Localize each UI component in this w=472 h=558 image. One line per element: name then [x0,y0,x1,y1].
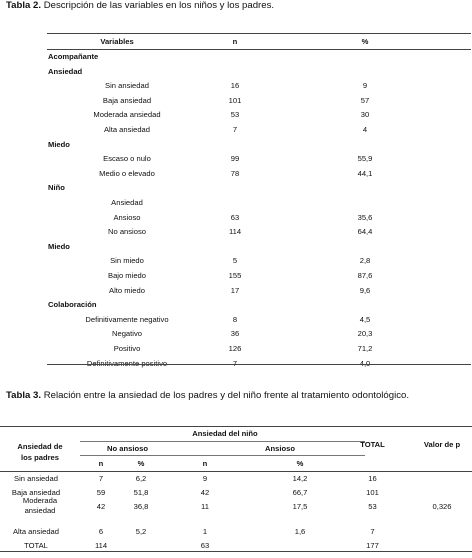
table2-row-label: Definitivamente positivo [86,358,168,368]
table3-row-no-ansioso-pct: 6,2 [135,474,147,483]
table3-row-no-ansioso-n: 6 [98,527,104,536]
table2-row-label: Ansiedad [111,198,143,207]
table3-header-pct1: % [137,459,145,468]
table3-row-no-ansioso-n: 114 [94,541,108,550]
table2-group-label: Colaboración [48,300,97,310]
table3-row-no-ansioso-pct: 5,2 [135,527,147,536]
table3-sub-rule [80,455,365,456]
table3-row-label: TOTAL [24,541,48,550]
table2-group-label: Miedo [48,241,70,251]
table3-row-label: Moderada [22,496,58,505]
table2-row-pct: 30 [360,110,370,120]
table3-p-value: 0,326 [432,502,452,511]
table2-row-label: Sin miedo [110,256,144,266]
table2-row-label: Moderada ansiedad [93,110,161,120]
table3-header-row-line1: Ansiedad de [17,442,63,451]
table2-row-n: 7 [232,358,238,368]
table2-row-label: Sin ansiedad [105,81,149,91]
table3-row-no-ansioso-pct: 51,8 [133,488,149,497]
table2-header-rule [47,49,471,50]
table2-row-n: 126 [228,344,242,353]
table3-group-rule [80,441,365,442]
table3-header-n1: n [98,459,104,468]
table3-row-total: 7 [370,527,375,536]
table3-header-pct2: % [296,459,304,468]
table3-header-row-line2: los padres [21,453,59,462]
table3-row-no-ansioso-n: 42 [96,502,106,511]
table2-row-pct: 64,4 [357,227,373,237]
table2-row-n: 155 [228,271,242,280]
table3-row-total: 101 [366,488,379,497]
table2-row-n: 16 [230,81,240,91]
table3-row-label: Sin ansiedad [14,474,58,483]
table3-row-no-ansioso-n: 59 [96,488,106,497]
table3-header-no-ansioso: No ansioso [107,444,148,453]
table3-top-rule [0,426,472,427]
table2-row-label: Negativo [112,329,142,339]
table2-row-pct: 4,0 [359,358,371,368]
table2-header-variables: Variables [100,37,134,46]
table3-bottom-rule [0,551,472,552]
table2-caption [6,0,274,11]
table2-group-label: Acompañante [48,52,99,61]
table2-row-n: 78 [230,168,240,178]
table3-row-total: 16 [368,474,377,483]
table3-header-rule [0,471,472,472]
table2-row-pct: 44,1 [357,168,373,178]
table3-row-ansioso-pct: 17,5 [292,502,308,511]
table2-row-n: 17 [230,285,240,295]
table2-row-n: 5 [232,256,238,266]
table2-row-label: Alta ansiedad [103,125,151,134]
table2-row-label: Baja ansiedad [102,95,152,105]
table3-caption-text: Relación entre la ansiedad de los padres y del niño frente al tratamiento odontológico. [43,390,410,401]
table3-row-no-ansioso-pct: 36,8 [133,502,149,511]
table2-row-pct: 9,6 [359,285,371,295]
table3-row-ansioso-pct: 14,2 [292,474,308,483]
table2-row-n: 53 [230,110,240,120]
table2-row-pct: 20,3 [357,329,373,339]
table2-bottom-rule [47,364,471,365]
table3-row-total: 53 [368,502,377,511]
table2-row-label: Ansioso [113,212,141,222]
table2-row-pct: 4,5 [359,314,371,324]
table3-row-ansioso-n: 11 [201,502,209,511]
table2-row-label: Alto miedo [109,285,145,295]
table3-row-no-ansioso-n: 7 [98,474,104,483]
table2-group-label: Niño [48,183,65,193]
table2-caption-text: Descripción de las variables en los niños y los padres. [43,0,275,11]
table2-row-n: 101 [228,95,242,105]
table2-row-pct: 2,8 [359,256,371,266]
table2-row-n: 63 [230,212,240,222]
table3-row-total: 177 [366,541,379,550]
table2-row-label: Escaso o nulo [103,154,151,164]
table2-row-pct: 9 [362,81,368,91]
table2-row-pct: 71,2 [357,344,373,353]
table2-row-pct: 57 [360,95,370,105]
table2-row-pct: 55,9 [357,154,373,164]
table3-caption-label: Tabla 3. [6,390,42,401]
table3-row-label-line2: ansiedad [24,506,56,515]
table2-row-label: Bajo miedo [108,271,146,280]
table3-header-n2: n [202,459,208,468]
table2-row-n: 8 [232,314,238,324]
table3-row-ansioso-pct: 1,6 [294,527,306,536]
table3-row-label: Alta ansiedad [12,527,60,536]
table2-header-pct: % [361,37,369,46]
table2-row-n: 36 [230,329,240,339]
table3-caption [6,390,409,401]
table2-row-label: Positivo [113,344,141,353]
table2-header-n: n [232,37,238,46]
table3-row-ansioso-n: 63 [200,541,210,550]
table2-row-pct: 4 [362,125,368,134]
table3-header-group: Ansiedad del niño [192,429,258,438]
table2-row-n: 114 [228,227,242,237]
table2-row-n: 99 [230,154,240,164]
table3-row-ansioso-n: 42 [200,488,210,497]
table2-row-pct: 87,6 [357,271,373,280]
table2-row-label: Definitivamente negativo [85,314,169,324]
table2-row-label: Medio o elevado [99,168,155,178]
table2-group-label: Miedo [48,139,70,149]
table3-header-p: Valor de p [423,440,461,449]
table3-row-ansioso-n: 9 [202,474,208,483]
table2-group-label: Ansiedad [48,66,83,76]
table2-row-pct: 35,6 [357,212,373,222]
table2-row-n: 7 [232,125,238,134]
table3-row-ansioso-n: 1 [202,527,208,536]
table2-row-label: No ansioso [108,227,146,237]
table3-header-ansioso: Ansioso [265,444,295,453]
table3-header-total: TOTAL [360,440,385,449]
table2-caption-label: Tabla 2. [6,0,42,11]
table2-top-rule [47,33,471,34]
table3-row-label: Baja ansiedad [11,488,61,497]
table3-row-ansioso-pct: 66,7 [292,488,308,497]
